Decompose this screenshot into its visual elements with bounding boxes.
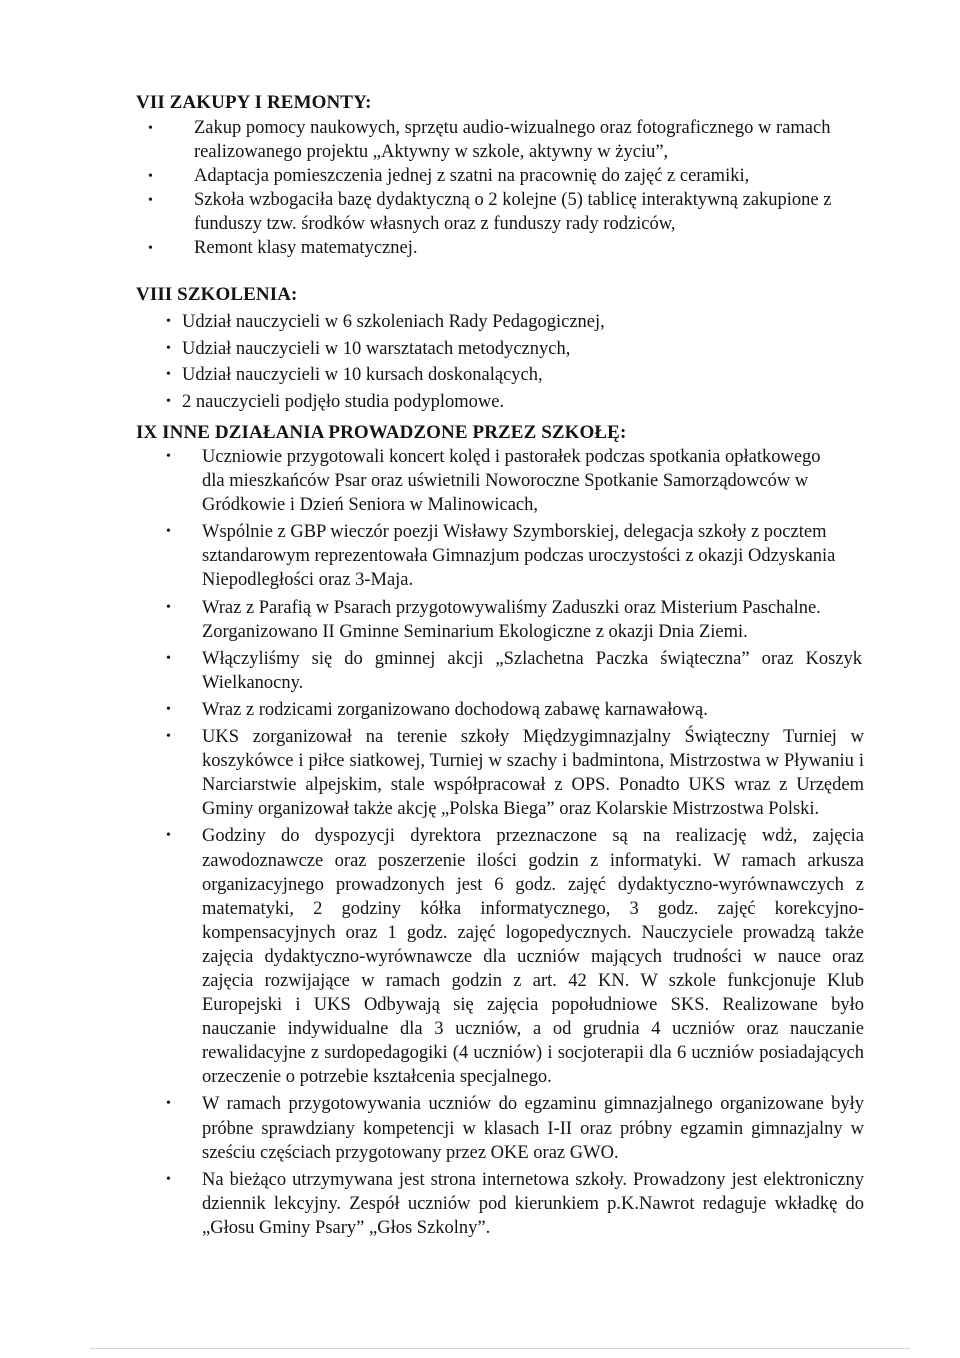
list-item <box>136 647 862 695</box>
bullet-icon: • <box>166 650 171 666</box>
bullet-icon: • <box>148 240 153 256</box>
bullet-list <box>136 117 876 260</box>
list-item-text: Szkoła wzbogaciła bazę dydaktyczną o 2 kolejne (5) tablicę interaktywną zakupione z funduszy tzw. środków własnych oraz z funduszy rady rodziców, <box>194 189 832 234</box>
bullet-icon: • <box>148 192 153 208</box>
list-item <box>136 725 864 821</box>
section-trainings <box>136 283 876 415</box>
bullet-icon: • <box>148 168 153 184</box>
bullet-icon: • <box>166 340 171 356</box>
bullet-icon: • <box>166 701 171 717</box>
list-item-text: 2 nauczycieli podjęło studia podyplomowe. <box>182 391 505 412</box>
list-item-text: Wraz z Parafią w Psarach przygotowywaliśmy Zaduszki oraz Misterium Paschalne. Zorganizowano II Gminne Seminarium Ekologiczne z okazji Dnia Ziemi. <box>202 597 821 642</box>
bullet-icon: • <box>166 314 171 329</box>
bullet-icon: • <box>148 121 153 136</box>
bullet-icon: • <box>166 1171 171 1187</box>
bullet-list <box>136 445 876 1240</box>
list-item-text: Włączyliśmy się do gminnej akcji „Szlachetna Paczka świąteczna” oraz Koszyk Wielkanocny. <box>202 648 862 693</box>
section-purchases-renovations <box>136 91 876 260</box>
list-item-text: Na bieżąco utrzymywana jest strona internetowa szkoły. Prowadzony jest elektroniczny dziennik lekcyjny. Zespół uczniów pod kierunkiem p.K.Nawrot redaguje wkładkę do „Głosu Gminy Psary” „Głos Szkolny”. <box>202 1169 864 1238</box>
list-item <box>136 237 876 261</box>
list-item <box>136 336 876 363</box>
section-heading: IX INNE DZIAŁANIA PROWADZONE PRZEZ SZKOŁĘ: <box>136 422 627 443</box>
list-item <box>136 1168 864 1240</box>
list-item <box>136 389 876 416</box>
list-item <box>136 309 876 336</box>
section-other-activities <box>136 421 876 1243</box>
scan-edge-line <box>90 1348 910 1349</box>
bullet-icon: • <box>166 393 171 409</box>
list-item <box>136 520 862 592</box>
section-heading: VIII SZKOLENIA: <box>136 284 298 305</box>
list-item-text: UKS zorganizował na terenie szkoły Międzygimnazjalny Świąteczny Turniej w koszykówce i piłce siatkowej, Turniej w szachy i badmintona, Mistrzostwa w Pływaniu i Narciarstwie alpejskim, stale współpracował z OPS. Ponadto UKS wraz z Urzędem Gminy organizował także akcję „Polska Biega” oraz Kolarskie Mistrzostwa Polski. <box>202 727 864 820</box>
list-item-text: Zakup pomocy naukowych, sprzętu audio-wizualnego oraz fotograficznego w ramach realizowanego projektu „Aktywny w szkole, aktywny w życiu”, <box>194 118 831 162</box>
list-item <box>136 445 842 517</box>
list-item-text: Wspólnie z GBP wieczór poezji Wisławy Szymborskiej, delegacja szkoły z pocztem sztandarowym reprezentowała Gimnazjum podczas uroczystości z okazji Odzyskania Niepodległości oraz 3-Maja. <box>202 522 836 591</box>
bullet-icon: • <box>166 524 171 540</box>
list-item-text: Udział nauczycieli w 10 warsztatach metodycznych, <box>182 338 571 359</box>
bullet-icon: • <box>166 599 171 615</box>
list-item-text: Uczniowie przygotowali koncert kolęd i pastorałek podczas spotkania opłatkowego dla mieszkańców Psar oraz uświetnili Noworoczne Spotkanie Samorządowców w Gródkowie i Dzień Seniora w Malinowicach, <box>202 447 821 516</box>
bullet-icon: • <box>166 729 171 745</box>
list-item <box>136 362 876 389</box>
bullet-icon: • <box>166 449 171 464</box>
list-item <box>136 698 876 722</box>
list-item <box>136 824 864 1089</box>
list-item-text: Adaptacja pomieszczenia jednej z szatni na pracownię do zajęć z ceramiki, <box>194 165 750 186</box>
list-item-text: W ramach przygotowywania uczniów do egzaminu gimnazjalnego organizowane były próbne sprawdziany kompetencji w klasach I-II oraz próbny egzamin gimnazjalny w sześciu częściach przygotowany przez OKE oraz GWO. <box>202 1094 864 1163</box>
bullet-icon: • <box>166 367 171 382</box>
list-item-text: Udział nauczycieli w 10 kursach doskonalących, <box>182 365 543 385</box>
list-item-text: Wraz z rodzicami zorganizowano dochodową zabawę karnawałową. <box>202 699 708 720</box>
list-item-text: Remont klasy matematycznej. <box>194 237 418 258</box>
list-item <box>136 117 864 165</box>
list-item <box>136 1092 864 1164</box>
bullet-list <box>136 309 876 415</box>
list-item-text: Godziny do dyspozycji dyrektora przeznaczone są na realizację wdż, zajęcia zawodoznawcze oraz poszerzenie ilości godzin z informatyki. W ramach arkusza organizacyjnego prowadzonych jest 6 godz. zajęć dydaktyczno-wyrównawczych z matematyki, 2 godziny kółka informatycznego, 3 godz. zajęć korekcyjno-kompensacyjnych oraz 1 godz. zajęć logopedycznych. Nauczyciele prowadzą także zajęcia dydaktyczno-wyrównawcze dla uczniów mających trudności w nauce oraz zajęcia rozwijające w ramach godzin z art. 42 KN. W szkole funkcjonuje Klub Europejski i UKS Odbywają się zajęcia popołudniowe SKS. Realizowane było nauczanie indywidualne dla 3 uczniów, a od grudnia 4 uczniów oraz nauczanie rewalidacyjne z surdopedagogiki (4 uczniów) i socjoterapii dla 6 uczniów posiadających orzeczenie o potrzebie kształcenia specjalnego. <box>202 826 864 1088</box>
bullet-icon: • <box>166 828 171 844</box>
bullet-icon: • <box>166 1096 171 1112</box>
list-item-text: Udział nauczycieli w 6 szkoleniach Rady Pedagogicznej, <box>182 312 605 332</box>
list-item <box>136 596 850 644</box>
list-item <box>136 189 894 237</box>
list-item <box>136 165 876 189</box>
section-heading: VII ZAKUPY I REMONTY: <box>136 92 372 113</box>
